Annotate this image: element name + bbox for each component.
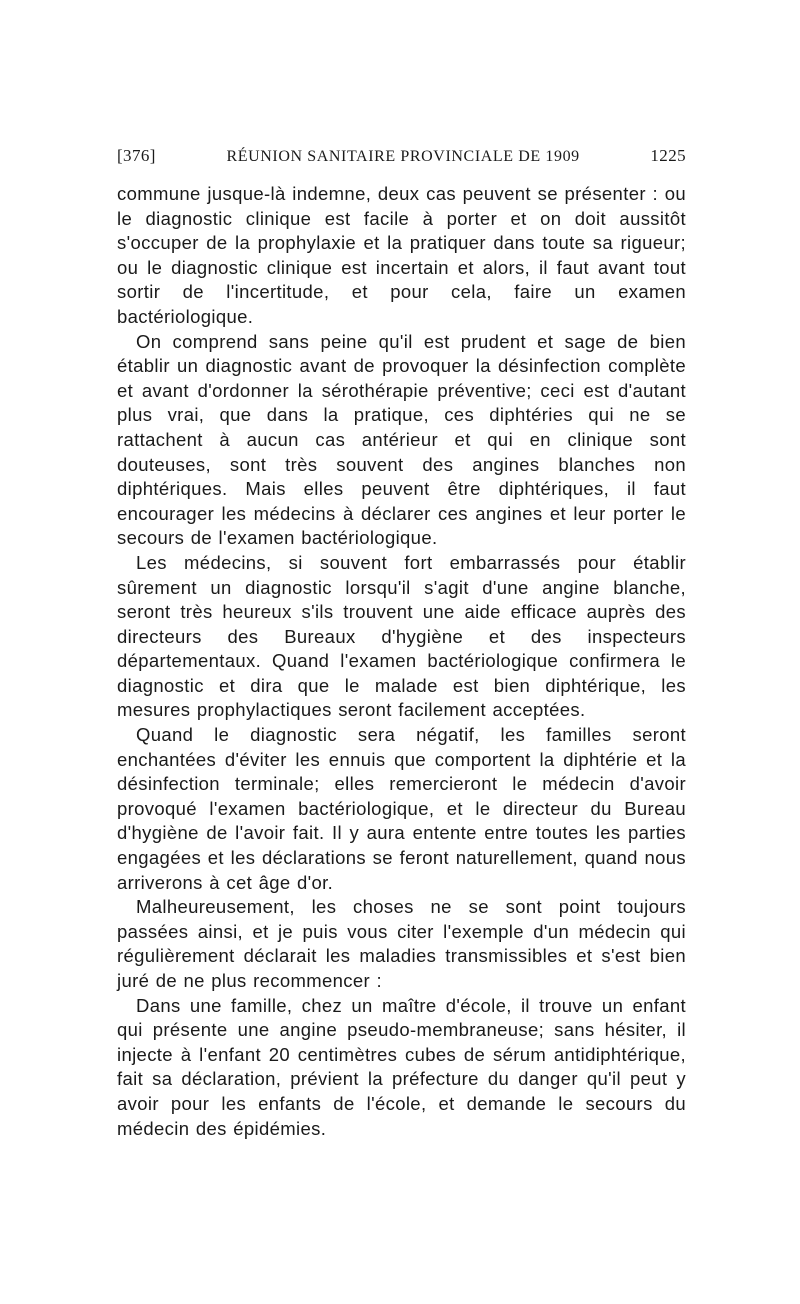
page-reference: [376]: [117, 146, 156, 165]
paragraph: Quand le diagnostic sera négatif, les familles seront enchantées d'éviter les ennuis que comportent la diphtérie et la désinfection terminale; elles remercieront le médecin d'avoir provoqué l'examen bactériologique, et le directeur du Bureau d'hygiène de l'avoir fait. Il y aura entente entre toutes les parties engagées et les déclarations se feront naturellement, quand nous arriverons à cet âge d'or.: [117, 724, 686, 893]
paragraph: On comprend sans peine qu'il est prudent et sage de bien établir un diagnostic avant de provoquer la désinfection complète et avant d'ordonner la sérothérapie préventive; ceci est d'autant plus vrai, que dans la pratique, ces diphtéries qui ne se rattachent à aucun cas antérieur et qui en clinique sont douteuses, sont très souvent des angines blanches non diphtériques. Mais elles peuvent être diphtériques, il faut encourager les médecins à déclarer ces angines et leur porter le secours de l'examen bactériologique.: [117, 330, 686, 549]
body-text: [117, 182, 686, 1141]
paragraph: Malheureusement, les choses ne se sont point toujours passées ainsi, et je puis vous citer l'exemple d'un médecin qui régulièrement déclarait les maladies transmissibles et s'est bien juré de ne plus recommencer :: [117, 896, 686, 991]
paragraph-continuation: commune jusque-là indemne, deux cas peuvent se présenter : ou le diagnostic clinique est facile à porter et on doit aussitôt s'occuper de la prophylaxie et la pratiquer dans toute sa rigueur; ou le diagnostic clinique est incertain et alors, il faut avant tout sortir de l'incertitude, et pour cela, faire un examen bactériologique.: [117, 183, 686, 327]
running-header: [117, 146, 686, 166]
book-page: [117, 146, 686, 1141]
paragraph: Les médecins, si souvent fort embarrassés pour établir sûrement un diagnostic lorsqu'il s'agit d'une angine blanche, seront très heureux s'ils trouvent une aide efficace auprès des directeurs des Bureaux d'hygiène et des inspecteurs départementaux. Quand l'examen bactériologique confirmera le diagnostic et dira que le malade est bien diphtérique, les mesures prophylactiques seront facilement acceptées.: [117, 551, 686, 721]
running-title: RÉUNION SANITAIRE PROVINCIALE DE 1909: [226, 148, 580, 165]
page-number: 1225: [650, 146, 686, 165]
paragraph: Dans une famille, chez un maître d'école, il trouve un enfant qui présente une angine pseudo-membraneuse; sans hésiter, il injecte à l'enfant 20 centimètres cubes de sérum antidiphtérique, fait sa déclaration, prévient la préfecture du danger qu'il peut y avoir pour les enfants de l'école, et demande le secours du médecin des épidémies.: [117, 994, 686, 1139]
